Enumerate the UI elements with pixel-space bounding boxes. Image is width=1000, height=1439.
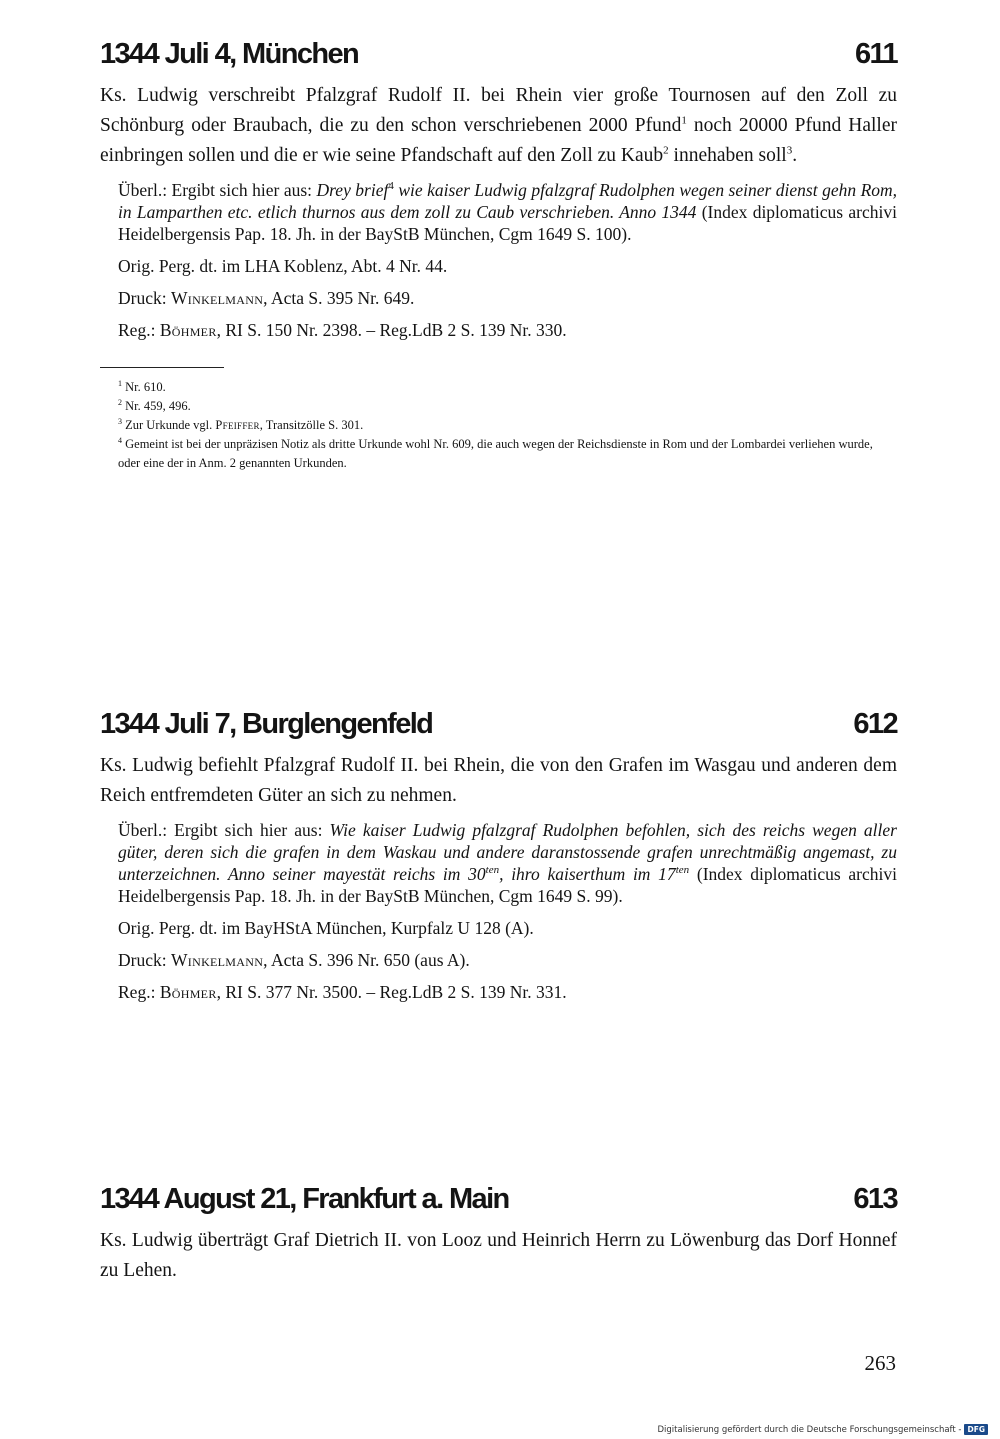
entry-summary: Ks. Ludwig verschreibt Pfalzgraf Rudolf II. bei Rhein vier große Tournosen auf den Zoll zu Schönburg oder Braubach, die zu den schon verschriebenen 2000 Pfund$^1$ noch 20000 Pfund Haller einbringen sollen und die er wie seine Pfandschaft auf den Zoll zu Kaub$^2$ innehaben soll$^3$.: [100, 85, 897, 166]
footnote: $^2$ Nr. 459, 496.: [118, 397, 191, 413]
entry-summary: Ks. Ludwig befiehlt Pfalzgraf Rudolf II. bei Rhein, die von den Grafen im Wasgau und anderen dem Reich entfremdeten Güter an sich zu nehmen.: [100, 755, 897, 806]
entry-612: [100, 708, 897, 1013]
entry-number: 612: [853, 708, 897, 740]
regest-note: Reg.: Böhmer, RI S. 377 Nr. 3500. – Reg.LdB 2 S. 139 Nr. 331.: [118, 982, 567, 1002]
dfg-logo-icon: DFG: [964, 1424, 988, 1435]
entry-summary: Ks. Ludwig überträgt Graf Dietrich II. von Looz und Heinrich Herrn zu Löwenburg das Dorf Honnef zu Lehen.: [100, 1230, 897, 1281]
entry-611: [100, 38, 897, 473]
print-note: Druck: Winkelmann, Acta S. 396 Nr. 650 (aus A).: [118, 950, 470, 970]
funding-credit: [658, 1424, 989, 1435]
footnote-ref[interactable]: 2: [663, 144, 669, 157]
page-number: 263: [864, 1351, 896, 1375]
original-note: Orig. Perg. dt. im BayHStA München, Kurpfalz U 128 (A).: [118, 918, 534, 938]
entry-heading: [100, 708, 897, 741]
original-note: Orig. Perg. dt. im LHA Koblenz, Abt. 4 Nr. 44.: [118, 256, 448, 276]
entry-date-place: 1344 August 21, Frankfurt a. Main: [100, 1183, 509, 1215]
credit-text: Digitalisierung gefördert durch die Deutsche Forschungsgemeinschaft -: [657, 1424, 962, 1435]
entry-number: 613: [853, 1183, 897, 1215]
footnote-ref[interactable]: 1: [681, 114, 687, 127]
footnote: $^1$ Nr. 610.: [118, 378, 166, 394]
entry-number: 611: [855, 38, 897, 70]
entry-613: [100, 1183, 897, 1294]
entry-heading: [100, 1183, 897, 1216]
entry-heading: [100, 38, 897, 71]
footnote: $^3$ Zur Urkunde vgl. Pfeiffer, Transitzölle S. 301.: [118, 416, 364, 432]
footnote-ref[interactable]: 4: [388, 180, 394, 193]
footnote-divider: [100, 367, 224, 368]
document-page: [100, 38, 898, 1281]
print-note: Druck: Winkelmann, Acta S. 395 Nr. 649.: [118, 288, 415, 308]
regest-note: Reg.: Böhmer, RI S. 150 Nr. 2398. – Reg.LdB 2 S. 139 Nr. 330.: [118, 320, 567, 340]
entry-date-place: 1344 Juli 7, Burglengenfeld: [100, 708, 433, 740]
footnote: $^4$ Gemeint ist bei der unpräzisen Notiz als dritte Urkunde wohl Nr. 609, die auch wegen der Reichsdienste in Rom und der Lombardei verliehen wurde, oder eine der in Anm. 2 genannten Urkunden.: [118, 435, 873, 470]
transmission-note: Überl.: Ergibt sich hier aus: Wie kaiser Ludwig pfalzgraf Rudolphen befohlen, sich des reichs wegen aller güter, deren sich die grafen in dem Waskau und andere daranstossende grafen unrechtmäßig angemast, zu unterzeichnen. Anno seiner mayestät reichs im $30^{ten}$, ihro kaiserthum im $17^{ten}$ (Index diplomaticus archivi Heidelbergensis Pap. 18. Jh. in der BayStB München, Cgm 1649 S. 99).: [118, 820, 897, 906]
footnote-ref[interactable]: 3: [786, 144, 793, 157]
transmission-note: Überl.: Ergibt sich hier aus: Drey brief$^4$ wie kaiser Ludwig pfalzgraf Rudolphen wegen seiner dienst gehn Rom, in Lamparthen etc. etlich thurnos aus dem zoll zu Caub verschrieben. Anno 1344 (Index diplomaticus archivi Heidelbergensis Pap. 18. Jh. in der BayStB München, Cgm 1649 S. 100).: [118, 180, 898, 244]
entry-date-place: 1344 Juli 4, München: [100, 38, 359, 70]
